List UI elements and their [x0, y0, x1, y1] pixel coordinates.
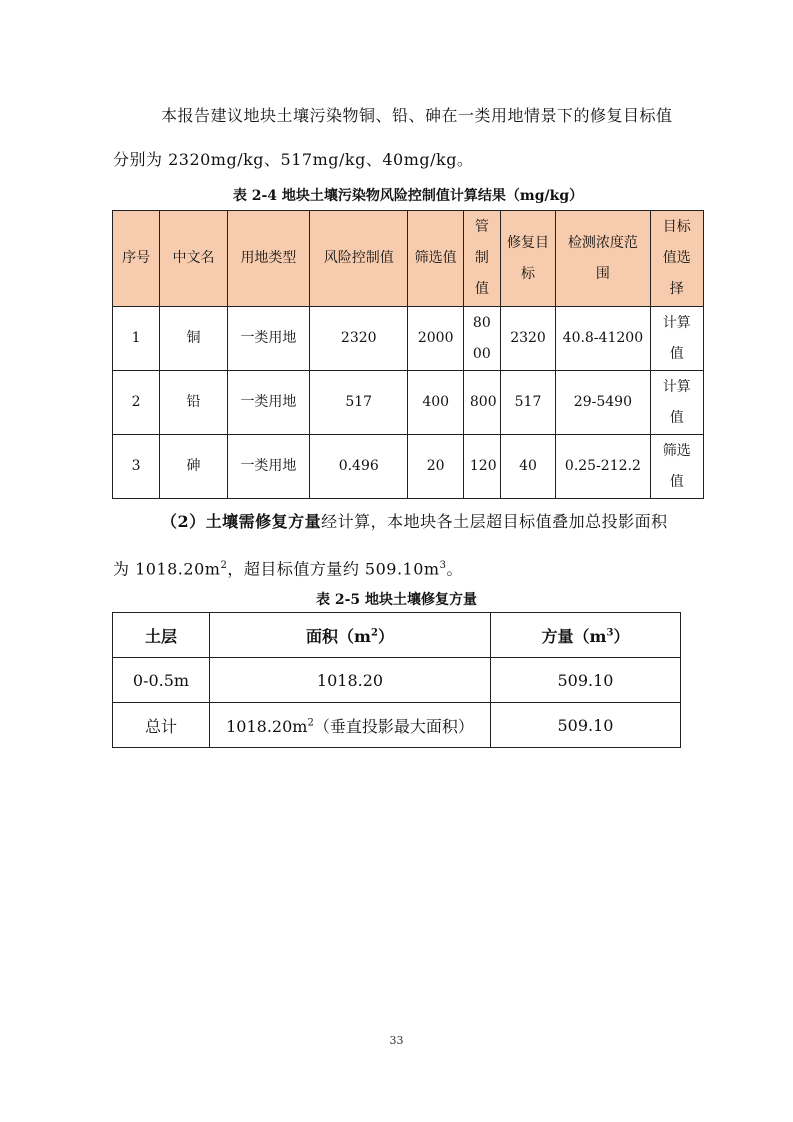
table-cell: 29-5490 — [556, 371, 650, 435]
table-cell: 0-0.5m — [113, 658, 210, 703]
header-cell: 检测浓度范围 — [556, 211, 650, 307]
table-row — [113, 435, 704, 499]
header-cell: 用地类型 — [227, 211, 309, 307]
table-row — [113, 703, 681, 748]
table-cell: 517 — [309, 371, 408, 435]
risk-control-table — [112, 210, 704, 499]
header-cell: 筛选值 — [408, 211, 463, 307]
body-text: ，超目标值方量约 509.10m — [227, 559, 440, 579]
body-text: 。 — [446, 559, 463, 579]
header-cell: 目标值选择 — [650, 211, 703, 307]
header-cell: 修复目标 — [500, 211, 555, 307]
table-cell: 砷 — [160, 435, 228, 499]
table-cell: 铜 — [160, 307, 228, 371]
table1-caption: 表 2-4 地块土壤污染物风险控制值计算结果（mg/kg） — [232, 188, 584, 204]
table-cell: 2320 — [500, 307, 555, 371]
repair-volume-table — [112, 612, 681, 748]
table-cell: 0.25-212.2 — [556, 435, 650, 499]
header-cell: 方量$(m^3)$ — [491, 613, 681, 658]
table-cell: 509.10 — [491, 703, 681, 748]
table-cell: 铅 — [160, 371, 228, 435]
table-cell: $1018.20m^2$（垂直投影最大面积） — [210, 703, 491, 748]
header-cell: 面积$(m^2)$ — [210, 613, 491, 658]
paragraph-restoration-targets: 本报告建议地块土壤污染物铜、铅、砷在一类用地情景下的修复目标值分别为 2320mg/kg、517mg/kg、40mg/kg。 — [113, 106, 673, 169]
table-cell: 1018.20 — [210, 658, 491, 703]
table-cell: 40 — [500, 435, 555, 499]
table-cell: 筛选值 — [650, 435, 703, 499]
header-cell: 风险控制值 — [309, 211, 408, 307]
table-row — [113, 371, 704, 435]
section-heading: （2）土壤需修复方量 — [161, 512, 322, 531]
table1-header-row — [113, 211, 704, 307]
paragraph-repair-volume — [113, 500, 683, 591]
table-row — [113, 307, 704, 371]
table-cell: 计算值 — [650, 371, 703, 435]
body-text: 经计算，本地块各土层超目标值叠加总投影面积为 1018.20m — [113, 512, 668, 579]
table-cell: 509.10 — [491, 658, 681, 703]
table-cell: 一类用地 — [227, 435, 309, 499]
table-cell: 计算值 — [650, 307, 703, 371]
table-cell: 0.496 — [309, 435, 408, 499]
table2-header-row — [113, 613, 681, 658]
header-cell: 序号 — [113, 211, 160, 307]
header-cell: 管制值 — [463, 211, 500, 307]
table-cell: 40.8-41200 — [556, 307, 650, 371]
table-cell: 2320 — [309, 307, 408, 371]
table-row — [113, 658, 681, 703]
superscript: 3 — [439, 560, 447, 571]
table-cell: 总计 — [113, 703, 210, 748]
table-cell: 3 — [113, 435, 160, 499]
table-cell: 20 — [408, 435, 463, 499]
table-cell: 8000 — [463, 307, 500, 371]
table-cell: 1 — [113, 307, 160, 371]
superscript: 2 — [220, 560, 228, 571]
table-cell: 2 — [113, 371, 160, 435]
header-cell: 土层 — [113, 613, 210, 658]
table-cell: 一类用地 — [227, 307, 309, 371]
table-cell: 120 — [463, 435, 500, 499]
header-cell: 中文名 — [160, 211, 228, 307]
table2-caption: 表 2-5 地块土壤修复方量 — [315, 592, 478, 608]
table-cell: 800 — [463, 371, 500, 435]
table-cell: 一类用地 — [227, 371, 309, 435]
table-cell: 517 — [500, 371, 555, 435]
table-cell: 2000 — [408, 307, 463, 371]
table-cell: 400 — [408, 371, 463, 435]
page-number: 33 — [389, 1034, 404, 1047]
